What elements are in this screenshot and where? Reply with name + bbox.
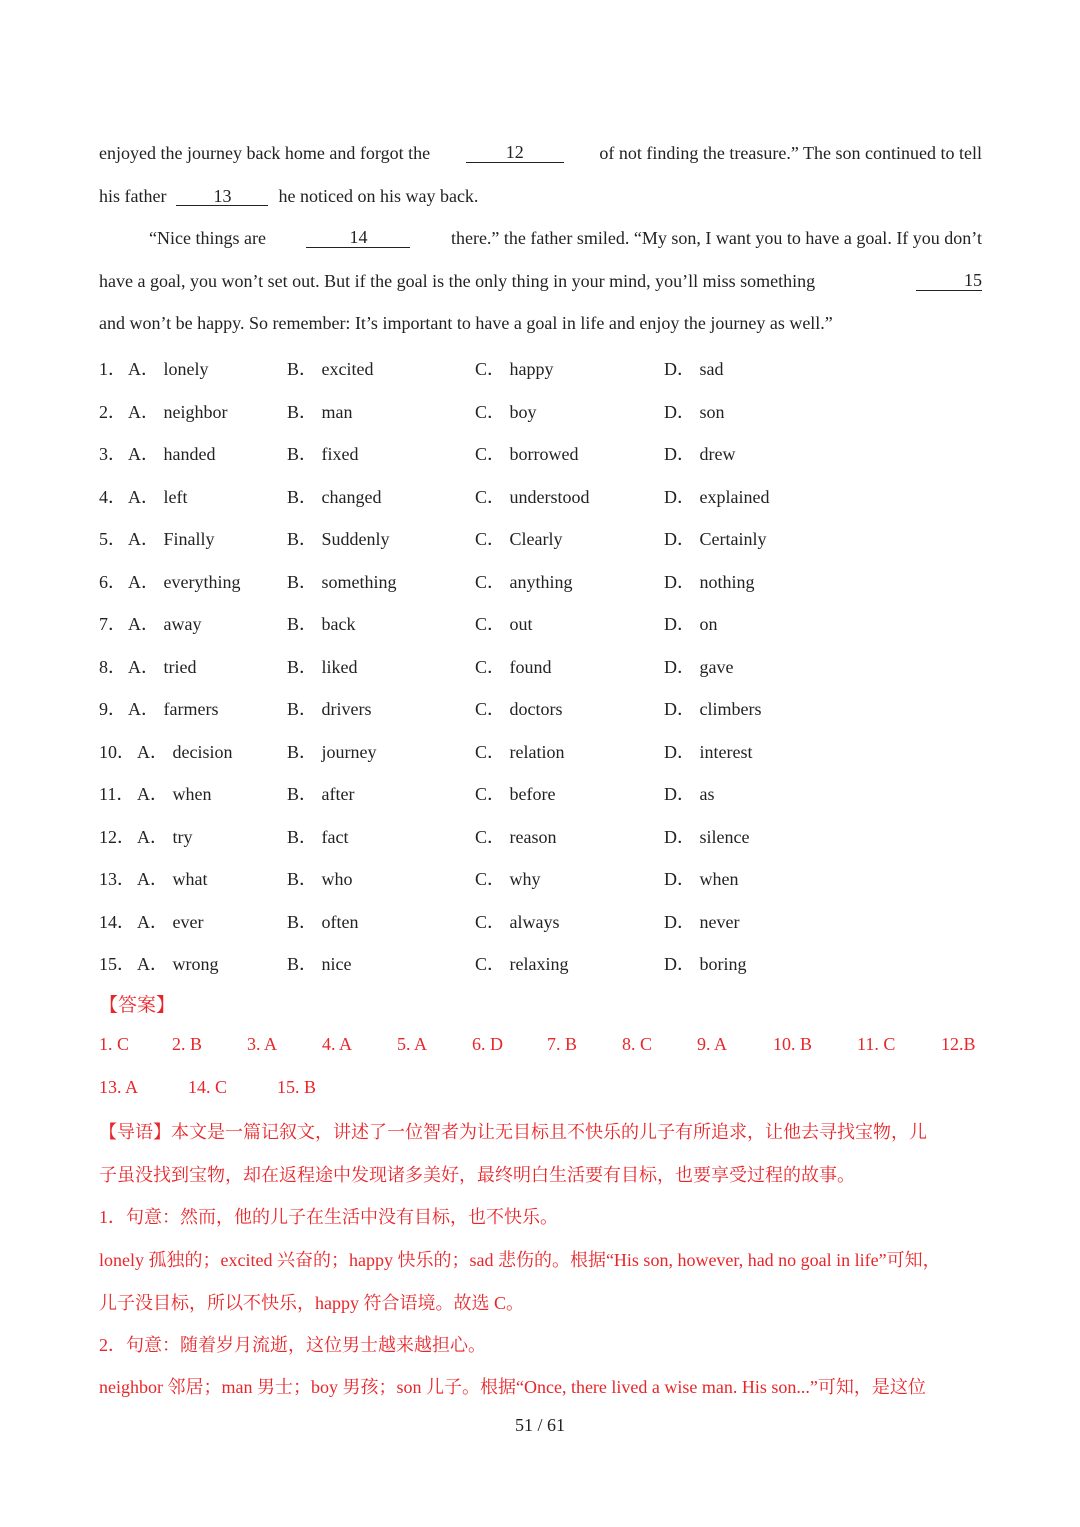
option-b: B． changed	[287, 486, 382, 507]
page-number: 51 / 61	[514, 1415, 565, 1435]
option-b: B． after	[287, 784, 355, 804]
option-d: D． boring	[664, 954, 747, 974]
answer-item: 15. B	[277, 1077, 317, 1097]
option-a: A． when	[137, 784, 212, 804]
question-number: 12．	[99, 826, 135, 847]
option-d: D． explained	[664, 486, 770, 507]
q2-explanation-line-1: neighbor 邻居；man 男士；boy 男孩；son 儿子。根据“Once, there lived a wise man. His son...”可知，是这位	[99, 1377, 926, 1397]
option-b: B． Suddenly	[287, 529, 390, 549]
question-number: 13．	[99, 869, 135, 889]
option-row	[99, 908, 982, 932]
answer-item: 12.B	[941, 1034, 976, 1054]
option-b: B． excited	[287, 359, 374, 379]
answer-item: 4. A	[322, 1034, 353, 1054]
question-number: 1．	[99, 359, 126, 379]
answer-item: 9. A	[697, 1034, 728, 1054]
option-a: A． away	[128, 614, 202, 634]
question-number: 8．	[99, 656, 126, 677]
option-b: B． nice	[287, 954, 352, 974]
option-d: D． nothing	[664, 571, 755, 592]
blank-12: 12	[466, 143, 564, 163]
passage-text: there.” the father smiled. “My son, I want you to have a goal. If you don’t	[450, 228, 982, 248]
answer-item: 3. A	[247, 1034, 278, 1054]
option-b: B． drivers	[287, 699, 372, 719]
option-c: C． borrowed	[475, 444, 579, 464]
option-c: C． reason	[475, 826, 557, 847]
option-d: D． silence	[664, 826, 750, 847]
option-row	[99, 610, 982, 634]
passage-line-2	[99, 186, 982, 206]
option-a: A． left	[128, 486, 188, 507]
guide-line-1: 【导语】本文是一篇记叙文，讲述了一位智者为让无目标且不快乐的儿子有所追求，让他去寻找宝物，儿	[99, 1122, 927, 1142]
option-c: C． why	[475, 869, 541, 889]
question-number: 7．	[99, 614, 126, 634]
option-a: A． what	[137, 869, 208, 889]
option-c: C． Clearly	[475, 529, 563, 549]
option-a: A． tried	[128, 656, 197, 677]
answer-item: 7. B	[547, 1034, 578, 1054]
question-number: 6．	[99, 571, 126, 592]
question-number: 14．	[99, 911, 135, 932]
question-number: 9．	[99, 699, 126, 719]
option-c: C． understood	[475, 486, 590, 507]
q2-sentence-meaning: 2．句意：随着岁月流逝，这位男士越来越担心。	[99, 1335, 486, 1355]
option-a: A． decision	[137, 741, 233, 762]
option-c: C． always	[475, 911, 560, 932]
answer-heading: 【答案】	[99, 995, 176, 1016]
blank-14: 14	[306, 228, 410, 248]
option-b: B． fixed	[287, 444, 359, 464]
option-row	[99, 398, 982, 422]
option-row	[99, 355, 982, 379]
option-c: C． happy	[475, 359, 554, 379]
option-c: C． relaxing	[475, 954, 569, 974]
option-row	[99, 950, 982, 974]
blank-15: 15	[916, 271, 982, 291]
option-a: A． everything	[128, 571, 241, 592]
option-d: D． Certainly	[664, 529, 767, 549]
option-a: A． try	[137, 826, 193, 847]
option-b: B． journey	[287, 741, 377, 762]
option-d: D． climbers	[664, 699, 762, 719]
option-a: A． wrong	[137, 954, 219, 974]
option-b: B． something	[287, 571, 397, 592]
option-a: A． handed	[128, 444, 216, 464]
option-row	[99, 738, 982, 762]
option-c: C． doctors	[475, 699, 563, 719]
option-d: D． drew	[664, 444, 736, 464]
option-row	[99, 865, 982, 889]
option-a: A． farmers	[128, 699, 219, 719]
passage-line-3	[99, 228, 982, 248]
answer-item: 2. B	[172, 1034, 203, 1054]
question-number: 11．	[99, 784, 135, 804]
answer-item: 10. B	[773, 1034, 813, 1054]
q1-explanation-line-1: lonely 孤独的；excited 兴奋的；happy 快乐的；sad 悲伤的。根据“His son, however, had no goal in life”可知，	[99, 1250, 941, 1270]
option-row	[99, 568, 982, 592]
option-d: D． as	[664, 784, 715, 804]
passage-text: and won’t be happy. So remember: It’s important to have a goal in life and enjoy the journey as well.”	[99, 313, 833, 333]
q1-explanation-line-2: 儿子没目标，所以不快乐，happy 符合语境。故选 C。	[99, 1293, 524, 1313]
option-row	[99, 780, 982, 804]
answer-item: 14. C	[188, 1077, 228, 1097]
answer-item: 13. A	[99, 1077, 139, 1097]
option-a: A． lonely	[128, 359, 209, 379]
option-d: D． on	[664, 614, 718, 634]
question-number: 10．	[99, 741, 135, 762]
answer-item: 11. C	[857, 1034, 896, 1054]
option-c: C． before	[475, 784, 556, 804]
option-b: B． who	[287, 869, 353, 889]
passage-text: have a goal, you won’t set out. But if the goal is the only thing in your mind, you’ll miss something	[99, 271, 816, 291]
answer-item: 1. C	[99, 1034, 130, 1054]
passage-line-1	[99, 143, 982, 163]
answer-item: 5. A	[397, 1034, 428, 1054]
option-d: D． sad	[664, 359, 724, 379]
option-row	[99, 525, 982, 549]
question-number: 4．	[99, 486, 126, 507]
passage-text: “Nice things are	[149, 228, 266, 248]
question-number: 3．	[99, 444, 126, 464]
passage-line-5	[99, 313, 982, 333]
q1-sentence-meaning: 1．句意：然而，他的儿子在生活中没有目标，也不快乐。	[99, 1207, 558, 1227]
passage-line-4	[99, 271, 982, 291]
option-b: B． back	[287, 614, 356, 634]
option-row	[99, 483, 982, 507]
answer-item: 6. D	[472, 1034, 503, 1054]
option-row	[99, 440, 982, 464]
option-row	[99, 823, 982, 847]
option-c: C． anything	[475, 571, 573, 592]
answers-row-1	[99, 1034, 982, 1058]
option-d: D． son	[664, 401, 725, 422]
option-c: C． found	[475, 656, 552, 677]
blank-13: 13	[176, 187, 268, 206]
option-a: A． ever	[137, 911, 204, 932]
option-d: D． when	[664, 869, 739, 889]
question-number: 15．	[99, 954, 135, 974]
answers-row-2	[99, 1077, 982, 1101]
answer-item: 8. C	[622, 1034, 653, 1054]
option-row	[99, 695, 982, 719]
option-c: C． relation	[475, 741, 565, 762]
option-b: B． often	[287, 911, 359, 932]
passage-text: enjoyed the journey back home and forgot the	[99, 143, 431, 163]
option-c: C． out	[475, 614, 533, 634]
option-d: D． interest	[664, 741, 753, 762]
option-c: C． boy	[475, 401, 537, 422]
question-number: 5．	[99, 529, 126, 549]
option-a: A． Finally	[128, 529, 215, 549]
option-d: D． gave	[664, 656, 734, 677]
option-row	[99, 653, 982, 677]
option-b: B． man	[287, 401, 353, 422]
passage-text: of not finding the treasure.” The son continued to tell	[599, 143, 982, 163]
option-b: B． liked	[287, 656, 358, 677]
option-d: D． never	[664, 911, 740, 932]
option-a: A． neighbor	[128, 401, 228, 422]
passage-text: his father	[99, 186, 167, 206]
passage-text: he noticed on his way back.	[278, 186, 479, 206]
guide-line-2: 子虽没找到宝物，却在返程途中发现诸多美好，最终明白生活要有目标，也要享受过程的故事。	[99, 1165, 855, 1185]
option-b: B． fact	[287, 826, 349, 847]
question-number: 2．	[99, 401, 126, 422]
